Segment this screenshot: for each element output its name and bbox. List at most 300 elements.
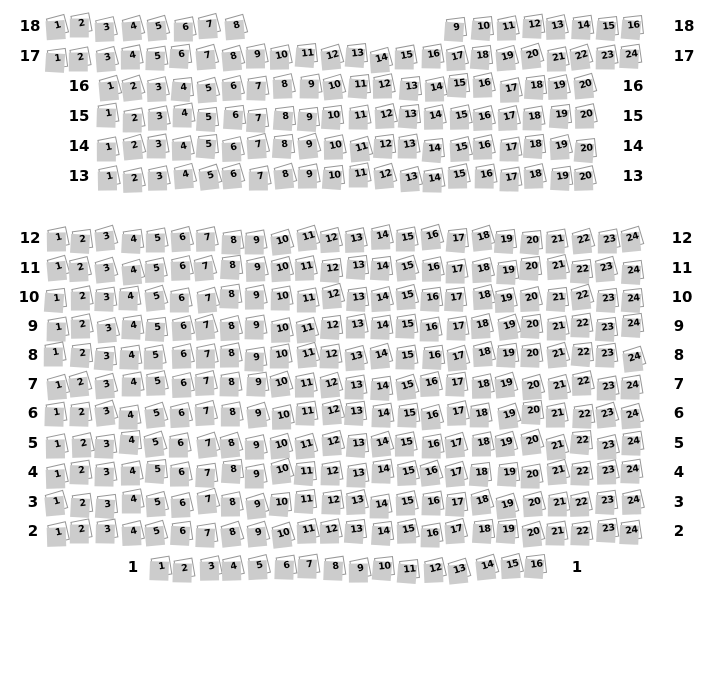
seat[interactable]: 8 bbox=[220, 342, 242, 364]
seat[interactable]: 18 bbox=[473, 284, 496, 307]
seat[interactable]: 14 bbox=[424, 104, 447, 127]
seat[interactable]: 8 bbox=[225, 13, 248, 36]
seat[interactable]: 20 bbox=[520, 286, 543, 309]
seat[interactable]: 24 bbox=[623, 313, 644, 334]
seat[interactable]: 9 bbox=[245, 434, 268, 457]
seat[interactable]: 16 bbox=[473, 73, 496, 96]
seat[interactable]: 19 bbox=[495, 288, 518, 311]
seat[interactable]: 13 bbox=[347, 255, 368, 276]
seat[interactable]: 4 bbox=[121, 44, 143, 66]
seat[interactable]: 12 bbox=[322, 399, 345, 422]
seat[interactable]: 20 bbox=[573, 73, 597, 97]
seat[interactable]: 16 bbox=[526, 554, 547, 575]
seat[interactable]: 15 bbox=[501, 553, 524, 576]
seat[interactable]: 13 bbox=[400, 104, 421, 125]
seat[interactable]: 9 bbox=[247, 521, 271, 545]
seat[interactable]: 20 bbox=[574, 165, 597, 188]
seat[interactable]: 12 bbox=[320, 227, 343, 250]
seat[interactable]: 3 bbox=[148, 133, 170, 155]
seat[interactable]: 19 bbox=[498, 260, 520, 282]
seat[interactable]: 9 bbox=[246, 492, 270, 516]
seat[interactable]: 5 bbox=[198, 163, 222, 187]
seat[interactable]: 5 bbox=[145, 257, 168, 280]
seat[interactable]: 16 bbox=[422, 522, 444, 544]
seat[interactable]: 19 bbox=[495, 372, 519, 396]
seat[interactable]: 3 bbox=[96, 434, 118, 456]
seat[interactable]: 2 bbox=[69, 256, 92, 279]
seat[interactable]: 17 bbox=[498, 105, 521, 128]
seat[interactable]: 2 bbox=[72, 343, 93, 364]
seat[interactable]: 12 bbox=[424, 557, 447, 580]
seat[interactable]: 8 bbox=[220, 284, 242, 306]
seat[interactable]: 21 bbox=[548, 491, 570, 513]
seat[interactable]: 18 bbox=[471, 462, 492, 483]
seat[interactable]: 24 bbox=[623, 259, 644, 280]
seat[interactable]: 11 bbox=[297, 225, 321, 249]
seat[interactable]: 14 bbox=[425, 76, 448, 99]
seat[interactable]: 12 bbox=[322, 461, 344, 483]
seat[interactable]: 22 bbox=[571, 284, 595, 308]
seat[interactable]: 11 bbox=[297, 341, 321, 365]
seat[interactable]: 24 bbox=[622, 489, 645, 512]
seat[interactable]: 11 bbox=[296, 316, 320, 340]
seat[interactable]: 1 bbox=[46, 374, 69, 397]
seat[interactable]: 12 bbox=[322, 258, 343, 279]
seat[interactable]: 3 bbox=[95, 225, 119, 249]
seat[interactable]: 19 bbox=[498, 519, 519, 540]
seat[interactable]: 3 bbox=[97, 317, 120, 340]
seat[interactable]: 2 bbox=[71, 229, 92, 250]
seat[interactable]: 7 bbox=[196, 431, 220, 455]
seat[interactable]: 8 bbox=[222, 45, 246, 69]
seat[interactable]: 8 bbox=[221, 372, 243, 394]
seat[interactable]: 4 bbox=[120, 345, 142, 367]
seat[interactable]: 15 bbox=[397, 344, 419, 366]
seat[interactable]: 15 bbox=[449, 73, 470, 94]
seat[interactable]: 1 bbox=[46, 402, 68, 424]
seat[interactable]: 4 bbox=[172, 135, 195, 158]
seat[interactable]: 13 bbox=[348, 287, 369, 308]
seat[interactable]: 13 bbox=[346, 489, 369, 512]
seat[interactable]: 1 bbox=[46, 463, 69, 486]
seat[interactable]: 13 bbox=[345, 345, 368, 368]
seat[interactable]: 1 bbox=[46, 14, 69, 37]
seat[interactable]: 9 bbox=[298, 132, 322, 156]
seat[interactable]: 15 bbox=[396, 374, 420, 398]
seat[interactable]: 6 bbox=[174, 17, 196, 39]
seat[interactable]: 19 bbox=[498, 461, 519, 482]
seat[interactable]: 14 bbox=[424, 138, 445, 159]
seat[interactable]: 3 bbox=[96, 519, 118, 541]
seat[interactable]: 21 bbox=[546, 342, 570, 366]
seat[interactable]: 10 bbox=[322, 74, 346, 98]
seat[interactable]: 19 bbox=[496, 229, 517, 250]
seat[interactable]: 12 bbox=[374, 162, 398, 186]
seat[interactable]: 2 bbox=[72, 313, 95, 336]
seat[interactable]: 15 bbox=[397, 227, 419, 249]
seat[interactable]: 19 bbox=[551, 165, 573, 187]
seat[interactable]: 1 bbox=[46, 433, 69, 456]
seat[interactable]: 9 bbox=[246, 229, 268, 251]
seat[interactable]: 3 bbox=[95, 16, 118, 39]
seat[interactable]: 16 bbox=[422, 287, 443, 308]
seat[interactable]: 7 bbox=[197, 13, 220, 36]
seat[interactable]: 20 bbox=[521, 313, 543, 335]
seat[interactable]: 17 bbox=[500, 166, 522, 188]
seat[interactable]: 11 bbox=[295, 433, 319, 457]
seat[interactable]: 2 bbox=[72, 432, 95, 455]
seat[interactable]: 6 bbox=[171, 255, 194, 278]
seat[interactable]: 18 bbox=[473, 341, 496, 364]
seat[interactable]: 14 bbox=[372, 459, 394, 481]
seat[interactable]: 13 bbox=[346, 374, 368, 396]
seat[interactable]: 16 bbox=[423, 345, 444, 366]
seat[interactable]: 17 bbox=[445, 461, 469, 485]
seat[interactable]: 6 bbox=[222, 162, 246, 186]
seat[interactable]: 5 bbox=[198, 134, 219, 155]
seat[interactable]: 4 bbox=[173, 103, 195, 125]
seat[interactable]: 11 bbox=[296, 489, 317, 510]
seat[interactable]: 18 bbox=[472, 431, 494, 453]
seat[interactable]: 23 bbox=[596, 401, 620, 425]
seat[interactable]: 23 bbox=[598, 518, 620, 540]
seat[interactable]: 6 bbox=[222, 75, 245, 98]
seat[interactable]: 23 bbox=[598, 229, 620, 251]
seat[interactable]: 17 bbox=[447, 259, 469, 281]
seat[interactable]: 14 bbox=[373, 521, 394, 542]
seat[interactable]: 17 bbox=[448, 316, 470, 338]
seat[interactable]: 16 bbox=[421, 316, 443, 338]
seat[interactable]: 6 bbox=[171, 226, 194, 249]
seat[interactable]: 11 bbox=[297, 43, 318, 64]
seat[interactable]: 1 bbox=[46, 288, 67, 309]
seat[interactable]: 20 bbox=[521, 256, 542, 277]
seat[interactable]: 1 bbox=[47, 48, 68, 69]
seat[interactable]: 7 bbox=[195, 370, 218, 393]
seat[interactable]: 2 bbox=[70, 47, 92, 69]
seat[interactable]: 15 bbox=[598, 16, 619, 37]
seat[interactable]: 5 bbox=[147, 46, 169, 68]
seat[interactable]: 22 bbox=[572, 259, 593, 280]
seat[interactable]: 15 bbox=[396, 431, 418, 453]
seat[interactable]: 22 bbox=[573, 342, 594, 363]
seat[interactable]: 7 bbox=[247, 75, 269, 97]
seat[interactable]: 22 bbox=[570, 43, 594, 67]
seat[interactable]: 10 bbox=[270, 433, 294, 457]
seat[interactable]: 6 bbox=[170, 432, 192, 454]
seat[interactable]: 3 bbox=[147, 76, 170, 99]
seat[interactable]: 6 bbox=[170, 461, 192, 483]
seat[interactable]: 16 bbox=[473, 105, 496, 128]
seat[interactable]: 24 bbox=[622, 459, 644, 481]
seat[interactable]: 2 bbox=[71, 402, 93, 424]
seat[interactable]: 8 bbox=[221, 520, 245, 544]
seat[interactable]: 11 bbox=[350, 74, 371, 95]
seat[interactable]: 2 bbox=[122, 134, 146, 158]
seat[interactable]: 17 bbox=[447, 400, 470, 423]
seat[interactable]: 6 bbox=[171, 43, 192, 64]
seat[interactable]: 11 bbox=[295, 255, 318, 278]
seat[interactable]: 2 bbox=[123, 107, 145, 129]
seat[interactable]: 6 bbox=[222, 136, 245, 159]
seat[interactable]: 11 bbox=[297, 518, 320, 541]
seat[interactable]: 19 bbox=[550, 134, 573, 157]
seat[interactable]: 4 bbox=[122, 520, 145, 543]
seat[interactable]: 9 bbox=[246, 44, 269, 67]
seat[interactable]: 13 bbox=[347, 43, 368, 64]
seat[interactable]: 12 bbox=[321, 44, 345, 68]
seat[interactable]: 12 bbox=[322, 430, 345, 453]
seat[interactable]: 13 bbox=[448, 557, 472, 581]
seat[interactable]: 14 bbox=[371, 286, 394, 309]
seat[interactable]: 5 bbox=[146, 491, 169, 514]
seat[interactable]: 24 bbox=[623, 288, 644, 309]
seat[interactable]: 7 bbox=[196, 344, 219, 367]
seat[interactable]: 9 bbox=[246, 256, 269, 279]
seat[interactable]: 16 bbox=[473, 134, 496, 157]
seat[interactable]: 9 bbox=[349, 557, 371, 579]
seat[interactable]: 2 bbox=[174, 558, 196, 580]
seat[interactable]: 23 bbox=[596, 317, 617, 338]
seat[interactable]: 20 bbox=[521, 343, 543, 365]
seat[interactable]: 12 bbox=[321, 343, 343, 365]
seat[interactable]: 15 bbox=[396, 490, 419, 513]
seat[interactable]: 11 bbox=[497, 15, 520, 38]
seat[interactable]: 20 bbox=[522, 463, 544, 485]
seat[interactable]: 6 bbox=[171, 287, 193, 309]
seat[interactable]: 10 bbox=[270, 228, 294, 252]
seat[interactable]: 23 bbox=[597, 343, 619, 365]
seat[interactable]: 14 bbox=[423, 167, 445, 189]
seat[interactable]: 3 bbox=[200, 555, 223, 578]
seat[interactable]: 21 bbox=[547, 521, 569, 543]
seat[interactable]: 20 bbox=[575, 103, 598, 126]
seat[interactable]: 14 bbox=[370, 493, 392, 515]
seat[interactable]: 21 bbox=[546, 434, 570, 458]
seat[interactable]: 18 bbox=[472, 257, 495, 280]
seat[interactable]: 3 bbox=[95, 372, 118, 395]
seat[interactable]: 24 bbox=[621, 226, 645, 250]
seat[interactable]: 16 bbox=[420, 404, 443, 427]
seat[interactable]: 11 bbox=[349, 135, 373, 159]
seat[interactable]: 18 bbox=[470, 403, 492, 425]
seat[interactable]: 17 bbox=[447, 492, 468, 513]
seat[interactable]: 19 bbox=[548, 74, 571, 97]
seat[interactable]: 13 bbox=[346, 227, 369, 250]
seat[interactable]: 5 bbox=[146, 14, 170, 38]
seat[interactable]: 16 bbox=[422, 491, 444, 513]
seat[interactable]: 9 bbox=[245, 284, 267, 306]
seat[interactable]: 14 bbox=[371, 224, 394, 247]
seat[interactable]: 1 bbox=[46, 254, 70, 278]
seat[interactable]: 8 bbox=[221, 491, 244, 514]
seat[interactable]: 6 bbox=[225, 105, 246, 126]
seat[interactable]: 13 bbox=[346, 519, 367, 540]
seat[interactable]: 21 bbox=[546, 228, 568, 250]
seat[interactable]: 24 bbox=[623, 431, 645, 453]
seat[interactable]: 23 bbox=[597, 434, 620, 457]
seat[interactable]: 17 bbox=[446, 44, 469, 67]
seat[interactable]: 22 bbox=[572, 370, 595, 393]
seat[interactable]: 10 bbox=[324, 165, 345, 186]
seat[interactable]: 7 bbox=[197, 522, 219, 544]
seat[interactable]: 15 bbox=[396, 45, 418, 67]
seat[interactable]: 1 bbox=[98, 137, 120, 159]
seat[interactable]: 19 bbox=[498, 343, 520, 365]
seat[interactable]: 3 bbox=[148, 105, 171, 128]
seat[interactable]: 9 bbox=[446, 17, 467, 38]
seat[interactable]: 17 bbox=[445, 518, 468, 541]
seat[interactable]: 4 bbox=[123, 228, 145, 250]
seat[interactable]: 12 bbox=[319, 372, 343, 396]
seat[interactable]: 22 bbox=[570, 492, 593, 515]
seat[interactable]: 8 bbox=[223, 459, 244, 480]
seat[interactable]: 2 bbox=[69, 371, 93, 395]
seat[interactable]: 22 bbox=[573, 404, 595, 426]
seat[interactable]: 3 bbox=[96, 287, 118, 309]
seat[interactable]: 3 bbox=[96, 46, 119, 69]
seat[interactable]: 9 bbox=[248, 372, 270, 394]
seat[interactable]: 13 bbox=[347, 313, 369, 335]
seat[interactable]: 5 bbox=[248, 554, 271, 577]
seat[interactable]: 24 bbox=[621, 403, 644, 426]
seat[interactable]: 21 bbox=[547, 458, 570, 481]
seat[interactable]: 17 bbox=[446, 287, 467, 308]
seat[interactable]: 12 bbox=[373, 73, 396, 96]
seat[interactable]: 19 bbox=[496, 45, 519, 68]
seat[interactable]: 7 bbox=[197, 463, 219, 485]
seat[interactable]: 1 bbox=[150, 555, 172, 577]
seat[interactable]: 3 bbox=[95, 257, 119, 281]
seat[interactable]: 4 bbox=[120, 404, 142, 426]
seat[interactable]: 9 bbox=[299, 163, 321, 185]
seat[interactable]: 19 bbox=[496, 492, 520, 516]
seat[interactable]: 20 bbox=[522, 521, 546, 545]
seat[interactable]: 14 bbox=[372, 403, 394, 425]
seat[interactable]: 17 bbox=[447, 344, 471, 368]
seat[interactable]: 15 bbox=[397, 314, 419, 336]
seat[interactable]: 22 bbox=[572, 313, 594, 335]
seat[interactable]: 7 bbox=[249, 166, 271, 188]
seat[interactable]: 4 bbox=[121, 259, 145, 283]
seat[interactable]: 5 bbox=[144, 430, 168, 454]
seat[interactable]: 22 bbox=[572, 520, 594, 542]
seat[interactable]: 16 bbox=[421, 224, 445, 248]
seat[interactable]: 5 bbox=[147, 317, 168, 338]
seat[interactable]: 15 bbox=[398, 403, 420, 425]
seat[interactable]: 16 bbox=[422, 257, 445, 280]
seat[interactable]: 17 bbox=[500, 137, 522, 159]
seat[interactable]: 21 bbox=[546, 402, 568, 424]
seat[interactable]: 3 bbox=[97, 494, 118, 515]
seat[interactable]: 11 bbox=[297, 288, 319, 310]
seat[interactable]: 16 bbox=[423, 433, 445, 455]
seat[interactable]: 2 bbox=[71, 285, 93, 307]
seat[interactable]: 7 bbox=[195, 400, 218, 423]
seat[interactable]: 8 bbox=[324, 556, 346, 578]
seat[interactable]: 15 bbox=[396, 255, 420, 279]
seat[interactable]: 11 bbox=[296, 461, 317, 482]
seat[interactable]: 17 bbox=[448, 228, 469, 249]
seat[interactable]: 23 bbox=[595, 256, 618, 279]
seat[interactable]: 18 bbox=[524, 163, 547, 186]
seat[interactable]: 15 bbox=[395, 284, 418, 307]
seat[interactable]: 12 bbox=[321, 283, 344, 306]
seat[interactable]: 14 bbox=[372, 256, 393, 277]
seat[interactable]: 19 bbox=[497, 314, 521, 338]
seat[interactable]: 7 bbox=[197, 488, 221, 512]
seat[interactable]: 20 bbox=[522, 374, 545, 397]
seat[interactable]: 1 bbox=[97, 103, 119, 125]
seat[interactable]: 1 bbox=[98, 165, 121, 188]
seat[interactable]: 16 bbox=[420, 371, 443, 394]
seat[interactable]: 10 bbox=[271, 492, 292, 513]
seat[interactable]: 1 bbox=[47, 316, 69, 338]
seat[interactable]: 17 bbox=[446, 371, 468, 393]
seat[interactable]: 2 bbox=[121, 74, 145, 98]
seat[interactable]: 7 bbox=[194, 313, 218, 337]
seat[interactable]: 10 bbox=[269, 370, 293, 394]
seat[interactable]: 7 bbox=[247, 133, 270, 156]
seat[interactable]: 8 bbox=[223, 229, 245, 251]
seat[interactable]: 19 bbox=[551, 104, 572, 125]
seat[interactable]: 18 bbox=[471, 489, 495, 513]
seat[interactable]: 10 bbox=[323, 105, 344, 126]
seat[interactable]: 8 bbox=[273, 73, 296, 96]
seat[interactable]: 18 bbox=[525, 134, 546, 155]
seat[interactable]: 10 bbox=[271, 317, 294, 340]
seat[interactable]: 10 bbox=[270, 44, 293, 67]
seat[interactable]: 10 bbox=[271, 285, 293, 307]
seat[interactable]: 11 bbox=[399, 559, 420, 580]
seat[interactable]: 13 bbox=[546, 14, 569, 37]
seat[interactable]: 2 bbox=[123, 167, 146, 190]
seat[interactable]: 10 bbox=[270, 458, 294, 482]
seat[interactable]: 18 bbox=[473, 519, 494, 540]
seat[interactable]: 8 bbox=[274, 163, 298, 187]
seat[interactable]: 10 bbox=[271, 256, 294, 279]
seat[interactable]: 18 bbox=[472, 225, 496, 249]
seat[interactable]: 4 bbox=[121, 430, 142, 451]
seat[interactable]: 24 bbox=[623, 345, 647, 369]
seat[interactable]: 11 bbox=[295, 373, 317, 395]
seat[interactable]: 4 bbox=[122, 314, 144, 336]
seat[interactable]: 24 bbox=[621, 375, 643, 397]
seat[interactable]: 16 bbox=[423, 43, 445, 65]
seat[interactable]: 19 bbox=[495, 431, 519, 455]
seat[interactable]: 7 bbox=[196, 286, 220, 310]
seat[interactable]: 8 bbox=[221, 402, 243, 424]
seat[interactable]: 12 bbox=[375, 103, 398, 126]
seat[interactable]: 6 bbox=[275, 555, 297, 577]
seat[interactable]: 15 bbox=[450, 136, 473, 159]
seat[interactable]: 12 bbox=[321, 314, 342, 335]
seat[interactable]: 15 bbox=[450, 104, 473, 127]
seat[interactable]: 8 bbox=[274, 134, 295, 155]
seat[interactable]: 2 bbox=[72, 493, 93, 514]
seat[interactable]: 14 bbox=[371, 375, 393, 397]
seat[interactable]: 13 bbox=[398, 133, 420, 155]
seat[interactable]: 19 bbox=[497, 403, 521, 427]
seat[interactable]: 6 bbox=[172, 315, 195, 338]
seat[interactable]: 13 bbox=[401, 76, 422, 97]
seat[interactable]: 21 bbox=[547, 374, 570, 397]
seat[interactable]: 7 bbox=[196, 44, 219, 67]
seat[interactable]: 18 bbox=[526, 75, 547, 96]
seat[interactable]: 3 bbox=[95, 399, 119, 423]
seat[interactable]: 16 bbox=[623, 15, 644, 36]
seat[interactable]: 1 bbox=[47, 226, 69, 248]
